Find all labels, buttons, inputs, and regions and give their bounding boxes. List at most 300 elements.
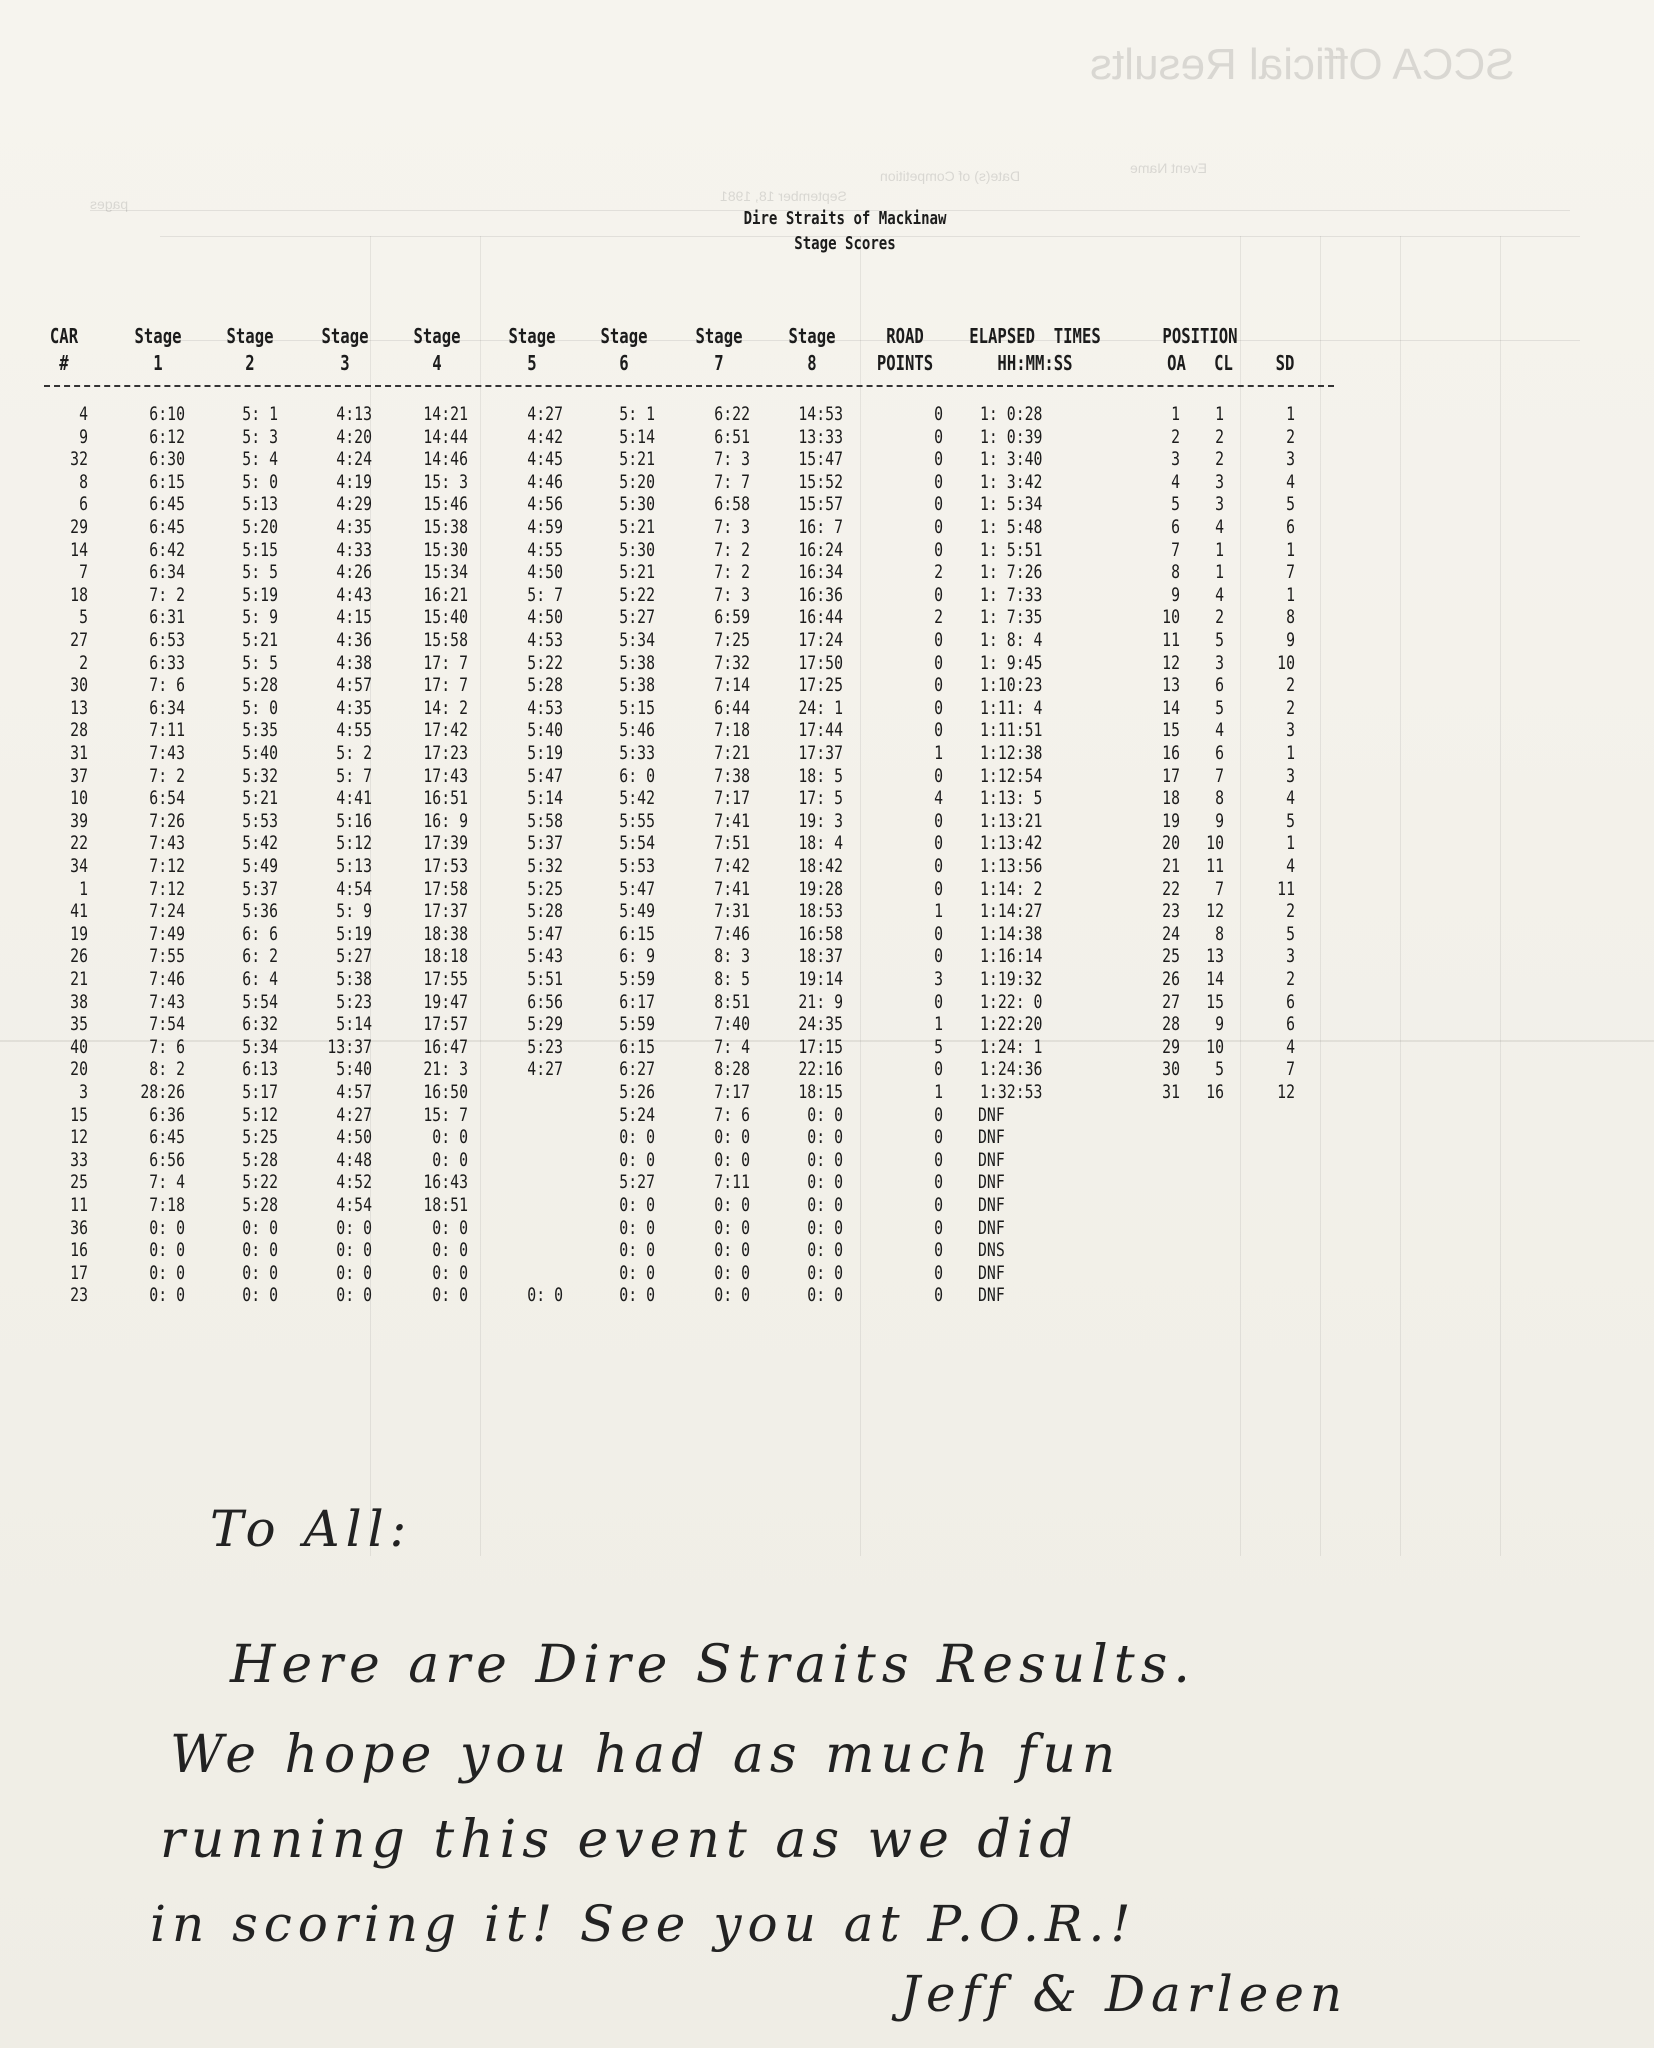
cell-s7: 7:38 [714,764,750,787]
cell-s7: 7:31 [714,900,750,923]
cell-s4: 17: 7 [423,651,468,674]
cell-s7: 7:14 [714,674,750,697]
cell-s4: 16:43 [423,1171,468,1194]
cell-road: 0 [934,470,943,493]
cell-s6: 0: 0 [619,1261,655,1284]
cell-elapsed: 1:13:42 [980,832,1043,855]
cell-s4: 17:39 [423,832,468,855]
table-row [0,516,1654,538]
cell-s2: 0: 0 [242,1239,278,1262]
cell-elapsed: 1:13: 5 [980,787,1043,810]
cell-s8: 19: 3 [798,809,843,832]
cell-s6: 5:21 [619,561,655,584]
cell-s2: 5:53 [242,809,278,832]
cell-s4: 0: 0 [432,1216,468,1239]
cell-col13: 1 [1286,403,1295,425]
cell-oa: 5 [1171,493,1180,516]
cell-s2: 5:28 [242,674,278,697]
cell-car: 36 [70,1216,88,1239]
column-header-s2: Stage 2 [226,324,274,375]
cell-oa: 20 [1162,832,1180,855]
cell-car: 11 [70,1194,88,1216]
cell-s8: 17:44 [798,719,843,742]
cell-s2: 5: 5 [242,651,278,674]
cell-s2: 6: 4 [242,968,278,990]
cell-s6: 5:47 [619,877,655,900]
cell-road: 0 [934,1126,943,1149]
cell-road: 0 [934,1103,943,1126]
cell-road: 0 [934,764,943,787]
cell-sd: 14 [1206,968,1224,990]
cell-s1: 6:33 [149,651,185,674]
ghost-form-title: SCCA Official Results [1090,40,1515,89]
cell-s5: 4:50 [527,606,563,629]
cell-car: 2 [79,651,88,674]
cell-s4: 15: 3 [423,470,468,493]
cell-elapsed: DNF [978,1261,1005,1284]
cell-elapsed: 1:19:32 [980,968,1043,990]
cell-elapsed: DNF [978,1194,1005,1216]
table-row [0,1126,1654,1148]
cell-car: 32 [70,448,88,471]
cell-car: 39 [70,809,88,832]
cell-s6: 0: 0 [619,1284,655,1307]
cell-s5: 5:14 [527,787,563,810]
cell-s3: 4:24 [336,448,372,471]
table-row [0,471,1654,493]
cell-s4: 0: 0 [432,1148,468,1171]
cell-s4: 16:47 [423,1035,468,1058]
cell-oa: 3 [1171,448,1180,471]
cell-s8: 0: 0 [807,1103,843,1126]
cell-s4: 15:30 [423,538,468,561]
column-header-s4: Stage 4 [413,324,461,375]
cell-road: 1 [934,900,943,923]
cell-s1: 6:36 [149,1103,185,1126]
cell-s8: 18:15 [798,1081,843,1103]
cell-oa: 6 [1171,516,1180,538]
cell-s8: 0: 0 [807,1239,843,1262]
cell-elapsed: 1:22:20 [980,1013,1043,1036]
table-row [0,539,1654,561]
cell-s2: 5:49 [242,855,278,877]
cell-s2: 5: 3 [242,425,278,448]
cell-road: 0 [934,583,943,606]
cell-s1: 6:54 [149,787,185,810]
cell-s1: 7:43 [149,832,185,855]
cell-elapsed: DNF [978,1284,1005,1307]
cell-car: 33 [70,1148,88,1171]
cell-sd: 3 [1215,470,1224,493]
table-row [0,923,1654,945]
table-row [0,629,1654,651]
cell-s3: 0: 0 [336,1239,372,1262]
cell-road: 0 [934,990,943,1013]
cell-road: 0 [934,1148,943,1171]
cell-car: 10 [70,787,88,810]
cell-s5: 4:53 [527,696,563,719]
cell-s8: 18: 5 [798,764,843,787]
cell-s5: 6:56 [527,990,563,1013]
cell-col13: 7 [1286,561,1295,584]
cell-s2: 5:32 [242,764,278,787]
cell-s1: 0: 0 [149,1216,185,1239]
cell-s2: 6: 6 [242,922,278,945]
table-row [0,742,1654,764]
cell-s7: 7:21 [714,742,750,764]
cell-s4: 16:21 [423,583,468,606]
cell-s3: 5:40 [336,1058,372,1081]
cell-s3: 4:48 [336,1148,372,1171]
note-line: running this event as we did [160,1810,1079,1870]
cell-elapsed: 1: 3:40 [980,448,1043,471]
cell-oa: 19 [1162,809,1180,832]
cell-s3: 4:52 [336,1171,372,1194]
cell-s5: 5:32 [527,855,563,877]
table-row [0,1081,1654,1103]
cell-sd: 16 [1206,1081,1224,1103]
cell-s3: 5: 9 [336,900,372,923]
table-row [0,1036,1654,1058]
cell-road: 0 [934,538,943,561]
cell-s8: 16: 7 [798,516,843,538]
cell-road: 1 [934,742,943,764]
column-header-car: CAR # [49,324,79,375]
cell-elapsed: DNF [978,1171,1005,1194]
cell-s1: 7:54 [149,1013,185,1036]
cell-s3: 0: 0 [336,1261,372,1284]
cell-s3: 4:15 [336,606,372,629]
cell-s1: 7:46 [149,968,185,990]
cell-s8: 19:14 [798,968,843,990]
ghost-dates-label: Date(s) of Competition [880,168,1021,184]
table-row [0,945,1654,967]
cell-col13: 12 [1277,1081,1295,1103]
cell-s3: 5: 7 [336,764,372,787]
cell-oa: 15 [1162,719,1180,742]
cell-s2: 0: 0 [242,1216,278,1239]
cell-s3: 5:13 [336,855,372,877]
cell-s4: 15:34 [423,561,468,584]
cell-s8: 16:44 [798,606,843,629]
cell-oa: 27 [1162,990,1180,1013]
cell-s4: 15:58 [423,629,468,651]
cell-car: 5 [79,606,88,629]
cell-s5: 4:50 [527,561,563,584]
cell-s6: 5:20 [619,470,655,493]
cell-s2: 6:13 [242,1058,278,1081]
cell-s7: 8:51 [714,990,750,1013]
cell-col13: 6 [1286,990,1295,1013]
cell-elapsed: DNF [978,1216,1005,1239]
cell-car: 26 [70,945,88,968]
table-row [0,719,1654,741]
cell-s7: 6:59 [714,606,750,629]
cell-s8: 0: 0 [807,1216,843,1239]
cell-s4: 0: 0 [432,1284,468,1307]
cell-s3: 4:29 [336,493,372,516]
cell-s4: 0: 0 [432,1239,468,1262]
cell-s6: 6:17 [619,990,655,1013]
cell-s2: 6: 2 [242,945,278,968]
cell-col13: 1 [1286,742,1295,764]
table-row [0,1058,1654,1080]
cell-s5: 5:25 [527,877,563,900]
cell-s5: 5:19 [527,742,563,764]
cell-col13: 9 [1286,629,1295,651]
cell-road: 0 [934,674,943,697]
cell-s3: 4:27 [336,1103,372,1126]
cell-s7: 7:17 [714,787,750,810]
cell-s6: 5:26 [619,1081,655,1103]
cell-road: 0 [934,1194,943,1216]
cell-s5: 5:23 [527,1035,563,1058]
cell-car: 7 [79,561,88,584]
cell-elapsed: 1: 0:39 [980,425,1043,448]
cell-s1: 6:10 [149,403,185,425]
cell-s3: 4:36 [336,629,372,651]
cell-sd: 9 [1215,1013,1224,1036]
cell-s2: 6:32 [242,1013,278,1036]
cell-s3: 5:19 [336,922,372,945]
cell-s3: 4:54 [336,1194,372,1216]
cell-col13: 4 [1286,787,1295,810]
cell-elapsed: 1: 9:45 [980,651,1043,674]
cell-oa: 7 [1171,538,1180,561]
cell-s1: 6:45 [149,493,185,516]
cell-s1: 7:49 [149,922,185,945]
cell-car: 17 [70,1261,88,1284]
cell-col13: 1 [1286,538,1295,561]
cell-elapsed: 1:16:14 [980,945,1043,968]
cell-sd: 8 [1215,922,1224,945]
cell-s8: 17: 5 [798,787,843,810]
cell-s7: 8: 3 [714,945,750,968]
table-row [0,448,1654,470]
cell-s1: 7:11 [149,719,185,742]
table-row [0,561,1654,583]
cell-s4: 17:53 [423,855,468,877]
cell-s6: 5:53 [619,855,655,877]
cell-col13: 6 [1286,1013,1295,1036]
cell-road: 5 [934,1035,943,1058]
cell-col13: 5 [1286,809,1295,832]
cell-s2: 5:13 [242,493,278,516]
column-header-s3: Stage 3 [321,324,369,375]
cell-s3: 4:13 [336,403,372,425]
cell-road: 0 [934,945,943,968]
cell-elapsed: 1:13:21 [980,809,1043,832]
cell-oa: 31 [1162,1081,1180,1103]
cell-s1: 7:12 [149,855,185,877]
cell-s6: 6: 0 [619,764,655,787]
cell-elapsed: 1:12:38 [980,742,1043,764]
cell-s3: 4:57 [336,674,372,697]
cell-s7: 7: 2 [714,538,750,561]
cell-car: 4 [79,403,88,425]
cell-s7: 7: 3 [714,448,750,471]
cell-s1: 7:55 [149,945,185,968]
cell-s6: 5:21 [619,448,655,471]
cell-col13: 6 [1286,516,1295,538]
report-title-line: Dire Straits of Mackinaw [743,208,947,229]
cell-s4: 0: 0 [432,1126,468,1149]
table-row [0,697,1654,719]
cell-sd: 2 [1215,448,1224,471]
cell-oa: 14 [1162,696,1180,719]
cell-s6: 5:33 [619,742,655,764]
cell-s6: 5:15 [619,696,655,719]
table-row [0,493,1654,515]
cell-road: 0 [934,855,943,877]
cell-s5: 4:27 [527,403,563,425]
cell-s4: 17:23 [423,742,468,764]
cell-elapsed: 1: 8: 4 [980,629,1043,651]
cell-s8: 17:24 [798,629,843,651]
cell-s6: 5:27 [619,1171,655,1194]
cell-s6: 5:59 [619,1013,655,1036]
cell-s2: 5:25 [242,1126,278,1149]
cell-road: 0 [934,809,943,832]
cell-s8: 17:50 [798,651,843,674]
cell-s5: 4:56 [527,493,563,516]
cell-s8: 0: 0 [807,1126,843,1149]
cell-car: 30 [70,674,88,697]
cell-s3: 4:35 [336,516,372,538]
cell-s8: 24:35 [798,1013,843,1036]
cell-s1: 6:30 [149,448,185,471]
cell-elapsed: 1:22: 0 [980,990,1043,1013]
cell-car: 37 [70,764,88,787]
cell-s1: 6:56 [149,1148,185,1171]
cell-oa: 9 [1171,583,1180,606]
cell-s5: 5:22 [527,651,563,674]
table-row [0,991,1654,1013]
cell-s4: 17:43 [423,764,468,787]
table-row [0,765,1654,787]
cell-s7: 7:11 [714,1171,750,1194]
cell-s1: 7: 2 [149,764,185,787]
cell-oa: 28 [1162,1013,1180,1036]
cell-s2: 5:35 [242,719,278,742]
cell-s6: 0: 0 [619,1239,655,1262]
cell-s3: 13:37 [327,1035,372,1058]
cell-s5: 4:59 [527,516,563,538]
cell-s8: 0: 0 [807,1261,843,1284]
cell-s3: 4:41 [336,787,372,810]
cell-s1: 8: 2 [149,1058,185,1081]
cell-s1: 0: 0 [149,1261,185,1284]
cell-elapsed: 1: 7:33 [980,583,1043,606]
table-row [0,855,1654,877]
cell-road: 0 [934,877,943,900]
cell-s1: 6:34 [149,561,185,584]
cell-s7: 7:42 [714,855,750,877]
cell-car: 22 [70,832,88,855]
report-subtitle-line: Stage Scores [794,233,896,254]
cell-s7: 7: 3 [714,516,750,538]
cell-elapsed: DNF [978,1148,1005,1171]
cell-car: 19 [70,922,88,945]
cell-car: 18 [70,583,88,606]
column-header-sd: SD [1275,351,1295,375]
cell-s3: 5:38 [336,968,372,990]
cell-oa: 25 [1162,945,1180,968]
cell-car: 21 [70,968,88,990]
cell-s7: 0: 0 [714,1239,750,1262]
cell-s8: 17:37 [798,742,843,764]
cell-s2: 5:37 [242,877,278,900]
cell-oa: 24 [1162,922,1180,945]
cell-car: 14 [70,538,88,561]
cell-col13: 4 [1286,855,1295,877]
cell-s5: 5:37 [527,832,563,855]
cell-s2: 0: 0 [242,1261,278,1284]
cell-s2: 5:36 [242,900,278,923]
cell-col13: 11 [1277,877,1295,900]
cell-s7: 6:22 [714,403,750,425]
cell-s3: 4:20 [336,425,372,448]
cell-road: 1 [934,1013,943,1036]
cell-elapsed: 1: 5:34 [980,493,1043,516]
cell-elapsed: DNS [978,1239,1005,1262]
cell-s5: 5:29 [527,1013,563,1036]
note-greeting: To All: [210,1500,413,1558]
ghost-event-label: Event Name [1130,160,1208,176]
cell-s8: 18:42 [798,855,843,877]
cell-s6: 5:38 [619,674,655,697]
cell-elapsed: 1:24: 1 [980,1035,1043,1058]
cell-s2: 5:20 [242,516,278,538]
cell-s4: 18:51 [423,1194,468,1216]
cell-s1: 7: 4 [149,1171,185,1194]
cell-col13: 3 [1286,945,1295,968]
cell-col13: 4 [1286,470,1295,493]
cell-road: 0 [934,1171,943,1194]
cell-col13: 2 [1286,968,1295,990]
table-row [0,1284,1654,1306]
cell-oa: 17 [1162,764,1180,787]
cell-s1: 0: 0 [149,1284,185,1307]
cell-s3: 0: 0 [336,1284,372,1307]
cell-s2: 5: 1 [242,403,278,425]
cell-s8: 18:53 [798,900,843,923]
cell-oa: 2 [1171,425,1180,448]
cell-s8: 0: 0 [807,1284,843,1307]
table-row [0,968,1654,990]
cell-s1: 6:53 [149,629,185,651]
cell-s8: 22:16 [798,1058,843,1081]
cell-s2: 5: 0 [242,696,278,719]
cell-s4: 18:38 [423,922,468,945]
table-row [0,1239,1654,1261]
column-header-elapsed: ELAPSED TIMES HH:MM:SS [969,324,1101,375]
cell-s7: 8: 5 [714,968,750,990]
cell-car: 3 [79,1081,88,1103]
cell-car: 8 [79,470,88,493]
cell-s6: 5:24 [619,1103,655,1126]
cell-s6: 5:38 [619,651,655,674]
cell-s6: 5:34 [619,629,655,651]
cell-s8: 15:52 [798,470,843,493]
cell-s4: 14:21 [423,403,468,425]
cell-s4: 18:18 [423,945,468,968]
cell-col13: 5 [1286,493,1295,516]
table-row [0,1262,1654,1284]
cell-s8: 15:57 [798,493,843,516]
cell-s7: 7: 3 [714,583,750,606]
table-row [0,787,1654,809]
